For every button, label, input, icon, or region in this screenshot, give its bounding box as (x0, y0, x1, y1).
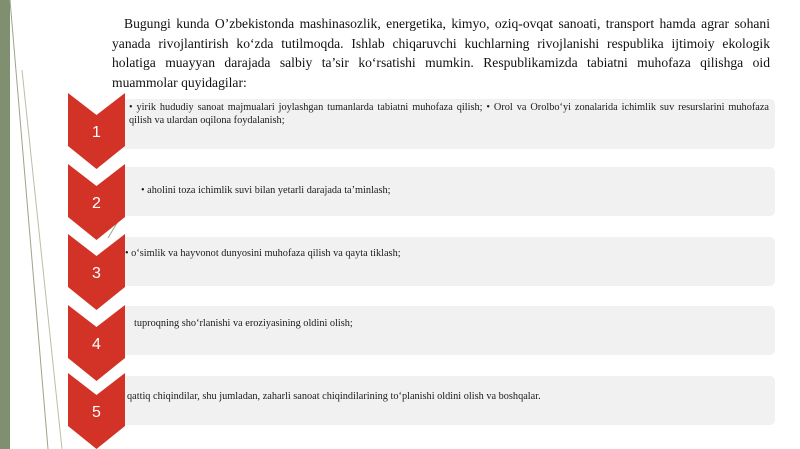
list-item-text: tuproqning sho‘rlanishi va eroziyasining oldini olish; (134, 318, 353, 329)
list-item (121, 376, 775, 425)
list-item-text: • o‘simlik va hayvonot dunyosini muhofaza qilish va qayta tiklash; (125, 248, 401, 259)
list-item (121, 99, 775, 149)
item-number: 2 (92, 195, 101, 212)
intro-paragraph: Bugungi kunda O’zbekistonda mashinasozlik, energetika, kimyo, oziq-ovqat sanoati, transport hamda agrar sohani yanada rivojlantirish ko‘zda tutilmoqda. Ishlab chiqaruvchi kuchlarning rivojlanishi respublika ijtimoiy ekologik holatiga muayyan darajada salbiy ta’sir ko‘rsatishi mumkin. Respublikamizda tabiatni muhofaza qilishga oid muammolar quyidagilar: (112, 16, 770, 90)
item-number: 4 (92, 336, 101, 353)
list-item-text: • yirik hududiy sanoat majmualari joylashgan tumanlarda tabiatni muhofaza qilish; • Orol va Orolbo‘yi zonalarida ichimlik suv resurslarini muhofaza qilish va ulardan oqilona foydalanish; (129, 102, 769, 127)
item-number: 3 (92, 265, 101, 282)
list-item-text: qattiq chiqindilar, shu jumladan, zaharli sanoat chiqindilarining to‘planishi oldini olish va boshqalar. (127, 391, 541, 402)
item-number: 5 (92, 404, 101, 421)
item-number: 1 (92, 124, 101, 141)
list-item (121, 306, 775, 355)
list-item-text: • aholini toza ichimlik suvi bilan yetarli darajada ta’minlash; (141, 185, 391, 196)
list-item (121, 237, 775, 286)
list-item (121, 167, 775, 216)
